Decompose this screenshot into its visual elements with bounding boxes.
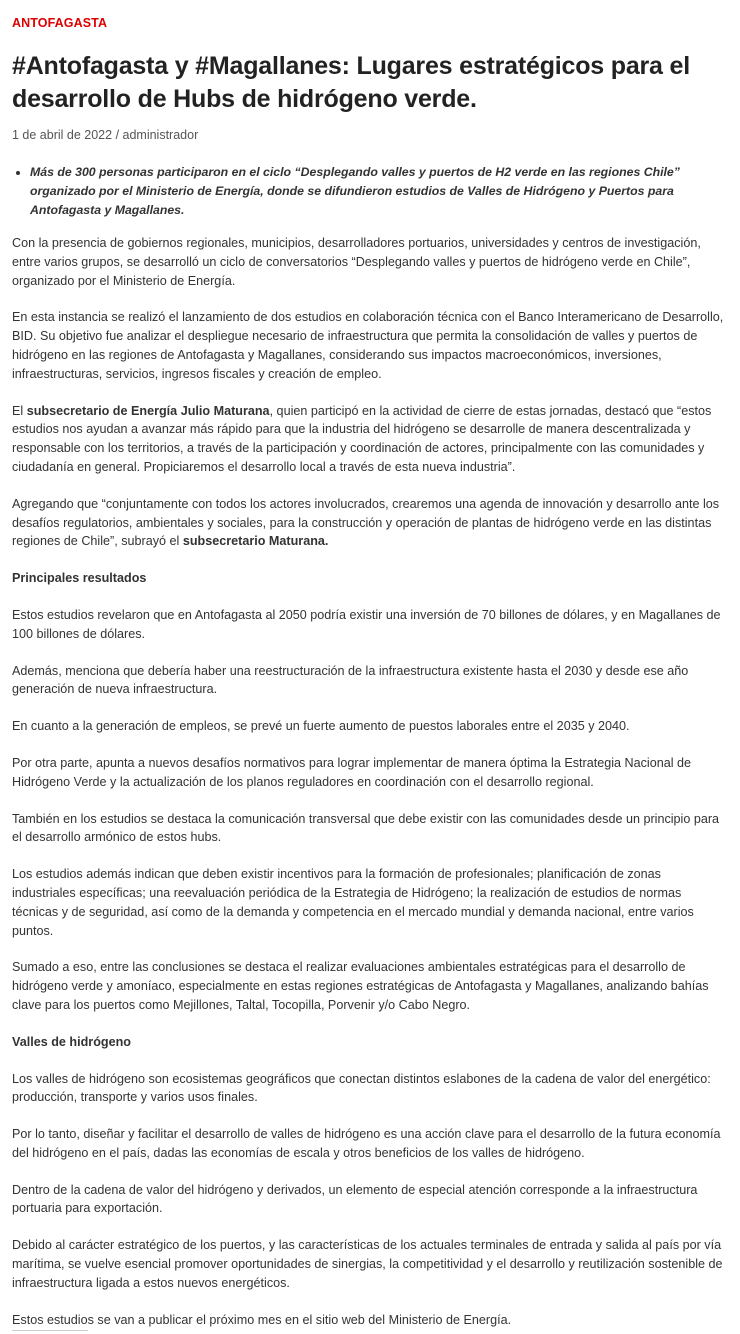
article-body	[12, 234, 728, 1329]
paragraph: Estos estudios se van a publicar el próximo mes en el sitio web del Ministerio de Energía.	[12, 1312, 512, 1327]
paragraph: Con la presencia de gobiernos regionales, municipios, desarrolladores portuarios, universidades y centros de investigación, entre varios grupos, se desarrolló un ciclo de conversatorios “Desplegando valles y puertos de hidrógeno verde en Chile”, organizado por el Ministerio de Energía.	[12, 236, 701, 288]
article-title: #Antofagasta y #Magallanes: Lugares estratégicos para el desarrollo de Hubs de hidrógeno verde.	[12, 52, 690, 113]
section-heading: Principales resultados	[12, 571, 147, 586]
post-meta	[12, 128, 728, 142]
paragraph: Sumado a eso, entre las conclusiones se destaca el realizar evaluaciones ambientales estratégicas para el desarrollo de hidrógeno verde y amoníaco, especialmente en estas regiones estratégicas de Antofagasta y Magallanes, analizando bahías clave para los puertos como Mejillones, Taltal, Tocopilla, Porvenir y/o Cabo Negro.	[12, 960, 709, 1012]
paragraph-text: El	[12, 403, 27, 418]
author-link[interactable]: administrador	[122, 128, 199, 142]
post-date-link[interactable]: 1 de abril de 2022	[12, 128, 113, 142]
paragraph: Por otra parte, apunta a nuevos desafíos normativos para lograr implementar de manera óptima la Estrategia Nacional de Hidrógeno Verde y la actualización de los planos reguladores en coordinación con el desarrollo regional.	[12, 755, 692, 789]
paragraph: También en los estudios se destaca la comunicación transversal que debe existir con las comunidades desde un principio para el desarrollo armónico de estos hubs.	[12, 811, 720, 845]
divider	[12, 1330, 88, 1331]
paragraph-text: , quien participó en la actividad de cierre de estas jornadas, destacó que “estos estudios nos ayudan a avanzar más rápido para que la industria del hidrógeno se desarrolle de manera descentralizada y responsable con los territorios, a través de la participación y coordinación de actores, principalmente con las comunidades y ciudadanía en general. Propiciaremos el desarrollo local a través de esta nueva industria”.	[12, 403, 712, 474]
paragraph-text: Agregando que “conjuntamente con todos los actores involucrados, crearemos una agenda de innovación y desarrollo ante los desafíos regulatorios, ambientales y sociales, para la construcción y operación de plantas de hidrógeno verde en las distintas regiones de Chile”, subrayó el	[12, 496, 720, 549]
paragraph: Los valles de hidrógeno son ecosistemas geográficos que conectan distintos eslabones de la cadena de valor del energético: producción, transporte y varios usos finales.	[12, 1071, 711, 1105]
summary-list	[12, 163, 728, 220]
section-heading: Valles de hidrógeno	[12, 1034, 131, 1049]
paragraph-bold: subsecretario Maturana.	[182, 534, 329, 549]
paragraph: Los estudios además indican que deben existir incentivos para la formación de profesionales; planificación de zonas industriales específicas; una reevaluación periódica de la Estrategia de Hidrógeno; la realización de estudios de normas técnicas y de seguridad, así como de la demanda y competencia en el mercado mundial y demanda nacional, entre varios puntos.	[12, 867, 694, 938]
paragraph	[12, 402, 728, 477]
paragraph: Además, menciona que debería haber una reestructuración de la infraestructura existente hasta el 2030 y desde ese año generación de nueva infraestructura.	[12, 663, 689, 697]
paragraph: Estos estudios revelaron que en Antofagasta al 2050 podría existir una inversión de 70 billones de dólares, y en Magallanes de 100 billones de dólares.	[12, 607, 721, 641]
paragraph: En esta instancia se realizó el lanzamiento de dos estudios en colaboración técnica con el Banco Interamericano de Desarrollo, BID. Su objetivo fue analizar el despliegue necesario de infraestructura que permita la consolidación de valles y puertos de hidrógeno en las regiones de Antofagasta y Magallanes, considerando sus impactos macroeconómicos, inversiones, infraestructuras, servicios, ingresos fiscales y creación de empleo.	[12, 310, 724, 381]
paragraph	[12, 495, 728, 551]
summary-item: • Más de 300 personas participaron en el ciclo “Desplegando valles y puertos de H2 verde en las regiones Chile” organizado por el Ministerio de Energía, donde se difundieron estudios de Valles de Hidrógeno y Puertos para Antofagasta y Magallanes.	[30, 163, 728, 220]
paragraph: Dentro de la cadena de valor del hidrógeno y derivados, un elemento de especial atención corresponde a la infraestructura portuaria para exportación.	[12, 1182, 698, 1216]
paragraph: En cuanto a la generación de empleos, se prevé un fuerte aumento de puestos laborales entre el 2035 y 2040.	[12, 719, 630, 734]
paragraph: Por lo tanto, diseñar y facilitar el desarrollo de valles de hidrógeno es una acción clave para el desarrollo de la futura economía del hidrógeno en el país, dadas las economías de escala y otros beneficios de los valles de hidrógeno.	[12, 1127, 721, 1160]
paragraph: Debido al carácter estratégico de los puertos, y las características de los actuales terminales de entrada y salida al país por vía marítima, se vuelve esencial promover oportunidades de sinergias, la competitividad y el desarrollo y reutilización sostenible de infraestructura ligada a estos nuevos energéticos.	[12, 1238, 723, 1290]
meta-separator: /	[112, 128, 123, 142]
category-link[interactable]: ANTOFAGASTA	[12, 16, 108, 30]
paragraph-bold: subsecretario de Energía Julio Maturana	[26, 403, 270, 418]
